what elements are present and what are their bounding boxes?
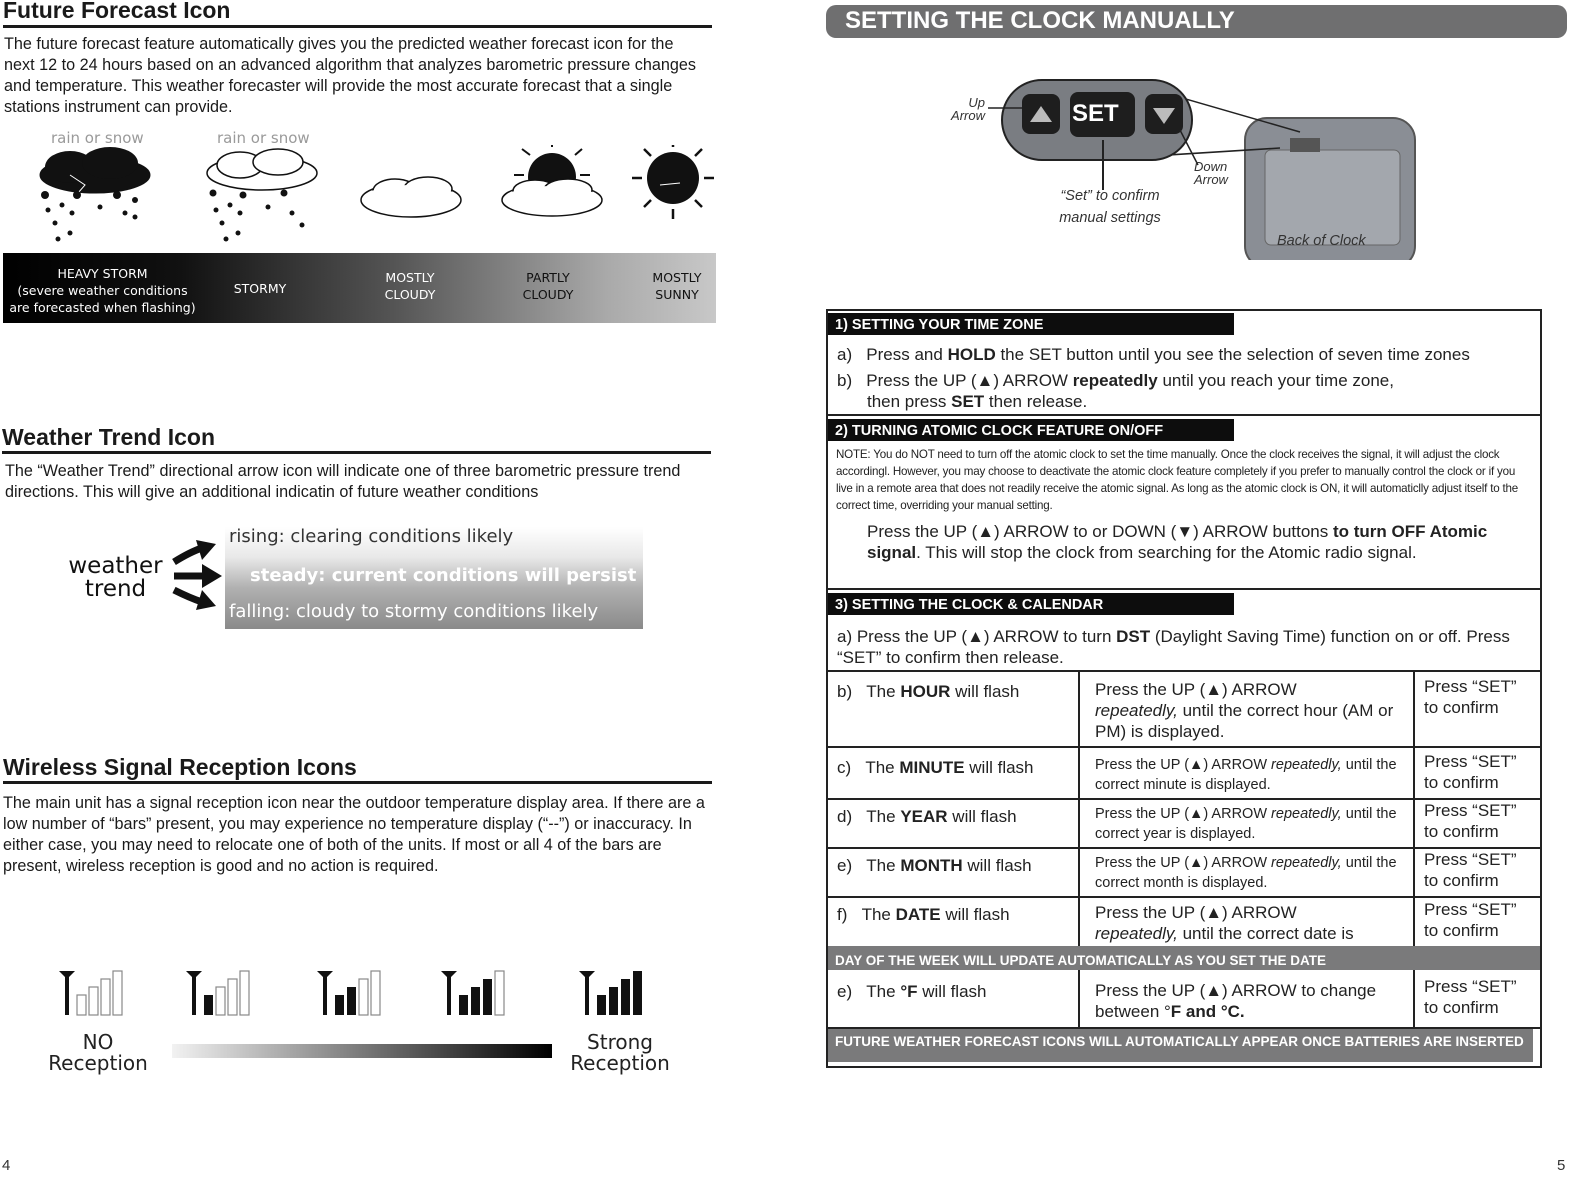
page-number-left: 4: [2, 1157, 11, 1174]
trend-arrows-icon: [170, 540, 230, 610]
forecast-title: Future Forecast Icon: [3, 0, 231, 23]
set-button-label: SET: [1072, 100, 1119, 127]
rain-label-1: rain or snow: [51, 129, 144, 147]
reception-gradient-bar: [172, 1044, 552, 1058]
signal-icon-4-bars: [579, 971, 642, 1015]
signal-bar: [597, 995, 606, 1015]
trend-label: weather trend: [68, 553, 163, 602]
row-date-label: f) The DATE will flash: [837, 905, 1010, 924]
trend-rising: rising: clearing conditions likely: [229, 526, 514, 547]
page-number-right: 5: [1557, 1157, 1566, 1174]
strip-mostly-sunny: MOSTLY SUNNY: [652, 270, 702, 302]
s2-note: NOTE: You do NOT need to turn off the atomic clock to set the time manually. Once the clock receives the signal, it will adjust the clock accordingl. However, you may choose to deactivate the atomic clock feature completely if you prefer to manually control the clock or if you live in a remote area that does not readily receive the atomic signal. As long as the atomic clock is ON, it will automaticlly adjust itself to the correct time, overriding your manual setting.: [836, 448, 1519, 512]
trend-steady: steady: current conditions will persist: [250, 565, 637, 586]
divider: [826, 670, 1540, 672]
divider: [826, 746, 1540, 748]
signal-bar: [371, 971, 380, 1015]
signal-bar: [483, 979, 492, 1015]
s1-item-a: a) Press and HOLD the SET button until you see the selection of seven time zones: [837, 345, 1470, 364]
row-year-label: d) The YEAR will flash: [837, 807, 1017, 826]
signal-icons: [55, 965, 655, 1025]
row-hour-label: b) The HOUR will flash: [837, 682, 1020, 701]
row-month-label: e) The MONTH will flash: [837, 856, 1032, 875]
trend-body: The “Weather Trend” directional arrow icon will indicate one of three barometric pressure trend directions. This will give an additional indicatin of future weather conditions: [5, 462, 681, 501]
batteries-footer-banner: FUTURE WEATHER FORECAST ICONS WILL AUTOMATICALLY APPEAR ONCE BATTERIES ARE INSERTED: [828, 1029, 1533, 1062]
row-year-confirm: Press “SET” to confirm: [1424, 801, 1517, 841]
day-of-week-banner: DAY OF THE WEEK WILL UPDATE AUTOMATICALLY AS YOU SET THE DATE: [828, 946, 1540, 970]
signal-bar: [495, 971, 504, 1015]
strip-partly-cloudy: PARTLY CLOUDY: [522, 270, 574, 302]
signal-bar: [471, 987, 480, 1015]
strip-mostly-cloudy: MOSTLY CLOUDY: [384, 270, 436, 302]
col-divider: [1078, 670, 1080, 946]
signal-icon-2-bars: [317, 971, 380, 1015]
wireless-body: The main unit has a signal reception icon near the outdoor temperature display area. If there are a low number of “bars” present, you may experience no temperature display (“--”) or inaccuracy. In either case, you may need to relocate one of both of the units. If most or all 4 of the bars are present, wireless reception is good and no action is required.: [3, 794, 705, 875]
signal-bar: [89, 987, 98, 1015]
strip-heavy-storm: HEAVY STORM (severe weather conditions are forecasted when flashing): [9, 266, 196, 315]
no-reception-label: NO Reception: [48, 1030, 148, 1075]
row-minute-action: Press the UP (▲) ARROW repeatedly, until the correct minute is displayed.: [1095, 757, 1397, 793]
down-arrow-label: Down Arrow: [1194, 159, 1228, 187]
trend-rule: [2, 451, 711, 454]
heavy-storm-icon: [40, 147, 150, 242]
s2-header: 2) TURNING ATOMIC CLOCK FEATURE ON/OFF: [828, 419, 1234, 441]
strong-reception-label: Strong Reception: [570, 1030, 670, 1075]
divider: [826, 414, 1540, 416]
row-minute-confirm: Press “SET” to confirm: [1424, 752, 1517, 792]
signal-bar: [216, 987, 225, 1015]
signal-bar: [347, 987, 356, 1015]
signal-bar: [633, 971, 642, 1015]
signal-bar: [359, 979, 368, 1015]
wireless-rule: [3, 781, 712, 784]
s3-item-a: a) Press the UP (▲) ARROW to turn DST (Daylight Saving Time) function on or off. Press “SET” to confirm then release.: [837, 627, 1510, 667]
row-month-action: Press the UP (▲) ARROW repeatedly, until the correct month is displayed.: [1095, 855, 1397, 891]
signal-bar: [113, 971, 122, 1015]
divider: [826, 896, 1540, 898]
row-month-confirm: Press “SET” to confirm: [1424, 850, 1517, 890]
s1-header: 1) SETTING YOUR TIME ZONE: [828, 313, 1234, 335]
set-confirm-label: “Set” to confirm manual settings: [1059, 188, 1161, 226]
signal-icon-1-bars: [186, 971, 249, 1015]
signal-bar: [204, 995, 213, 1015]
row-hour-action: Press the UP (▲) ARROW repeatedly, until the correct hour (AM or PM) is displayed.: [1095, 680, 1394, 741]
s1-item-b: b) Press the UP (▲) ARROW repeatedly until you reach your time zone,: [837, 371, 1394, 390]
rain-label-2: rain or snow: [217, 129, 310, 147]
trend-falling: falling: cloudy to stormy conditions likely: [229, 601, 599, 622]
s1-item-b-cont: then press SET then release.: [867, 392, 1088, 411]
signal-bar: [228, 979, 237, 1015]
row-temp-unit-confirm: Press “SET” to confirm: [1424, 977, 1517, 1017]
signal-bar: [335, 995, 344, 1015]
mostly-sunny-icon: [632, 145, 714, 219]
signal-icon-0-bars: [59, 971, 122, 1015]
signal-bar: [240, 971, 249, 1015]
row-date-action: Press the UP (▲) ARROW repeatedly, until the correct date is: [1095, 903, 1354, 943]
strip-stormy: STORMY: [233, 281, 287, 296]
row-temp-unit-action: Press the UP (▲) ARROW to change between °F and °C.: [1095, 981, 1377, 1021]
row-temp-unit-label: e) The °F will flash: [837, 982, 987, 1001]
row-hour-confirm: Press “SET” to confirm: [1424, 677, 1517, 717]
col-divider: [1413, 670, 1415, 946]
banner-title: SETTING THE CLOCK MANUALLY: [845, 7, 1235, 34]
stormy-icon: [207, 149, 317, 242]
signal-bar: [609, 987, 618, 1015]
back-of-clock-label: Back of Clock: [1277, 233, 1366, 249]
row-year-action: Press the UP (▲) ARROW repeatedly, until the correct year is displayed.: [1095, 806, 1397, 842]
signal-icon-3-bars: [441, 971, 504, 1015]
col-divider: [1078, 970, 1080, 1028]
col-divider: [1413, 970, 1415, 1028]
row-date-confirm: Press “SET” to confirm: [1424, 900, 1517, 940]
signal-bar: [77, 995, 86, 1015]
divider: [826, 588, 1540, 590]
signal-bar: [621, 979, 630, 1015]
signal-bar: [459, 995, 468, 1015]
wireless-title: Wireless Signal Reception Icons: [3, 754, 357, 780]
mostly-cloudy-icon: [361, 177, 461, 217]
up-arrow-label: Up Arrow: [951, 95, 985, 123]
signal-bar: [101, 979, 110, 1015]
forecast-body: The future forecast feature automatically gives you the predicted weather forecast icon for the next 12 to 24 hours based on an advanced algorithm that analyzes barometric pressure changes and temperature. This weather forecaster will provide the most accurate forecast that a single stations instrument can provide.: [4, 35, 696, 116]
forecast-icons: [0, 145, 720, 250]
s3-header: 3) SETTING THE CLOCK & CALENDAR: [828, 593, 1234, 615]
s2-instruction: Press the UP (▲) ARROW to or DOWN (▼) ARROW buttons to turn OFF Atomic signal. This will stop the clock from searching for the Atomic radio signal.: [867, 522, 1488, 562]
partly-cloudy-icon: [502, 145, 602, 216]
row-minute-label: c) The MINUTE will flash: [837, 758, 1034, 777]
trend-title: Weather Trend Icon: [2, 424, 216, 450]
forecast-rule: [3, 25, 712, 28]
